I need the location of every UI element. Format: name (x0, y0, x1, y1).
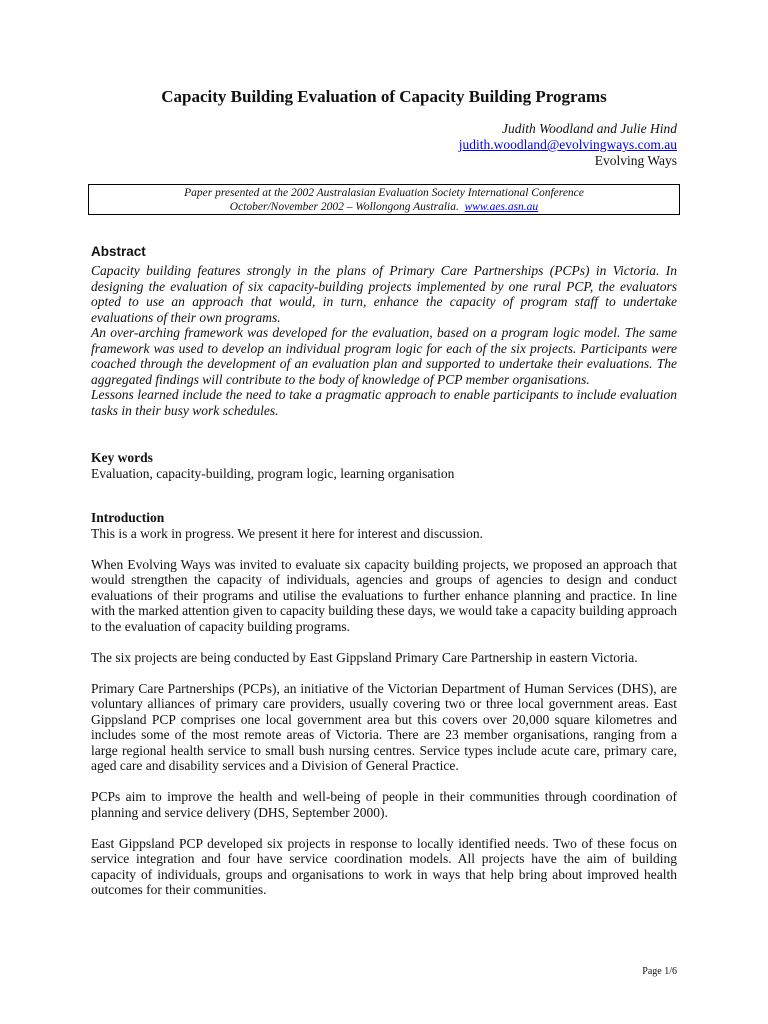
keywords-section (91, 450, 677, 481)
introduction-paragraph: PCPs aim to improve the health and well-being of people in their communities through coordination of planning and service delivery (DHS, September 2000). (91, 789, 677, 820)
conference-line-2 (89, 200, 679, 214)
conference-note-box (88, 184, 680, 215)
abstract-paragraph: Capacity building features strongly in the plans of Primary Care Partnerships (PCPs) in Victoria. In designing the evaluation of six capacity-building projects implemented by one rural PCP, the evaluators opted to use an approach that would, in turn, enhance the capacity of program staff to undertake evaluations of their own programs. (91, 263, 677, 325)
keywords-text: Evaluation, capacity-building, program logic, learning organisation (91, 465, 455, 481)
introduction-paragraph: When Evolving Ways was invited to evaluate six capacity building projects, we proposed an approach that would strengthen the capacity of individuals, agencies and groups of agencies to design and conduct evaluations of their programs and utilise the evaluations to further enhance planning and practice. In line with the marked attention given to capacity building these days, we would take a capacity building approach to the evaluation of capacity building programs. (91, 556, 677, 634)
conference-url-link[interactable]: www.aes.asn.au (464, 201, 539, 213)
abstract-paragraph: An over-arching framework was developed for the evaluation, based on a program logic model. The same framework was used to develop an individual program logic for each of the six projects. Participants were coached through the development of an evaluation plan and supported to undertake their evaluations. The aggregated findings will contribute to the body of knowledge of PCP member organisations. (91, 325, 677, 387)
abstract-heading: Abstract (91, 244, 146, 259)
introduction-paragraph: This is a work in progress. We present it here for interest and discussion. (91, 525, 483, 541)
page-title: Capacity Building Evaluation of Capacity Building Programs (161, 87, 607, 106)
introduction-section (91, 510, 677, 913)
author-block (459, 121, 677, 169)
introduction-paragraph: East Gippsland PCP developed six projects in response to locally identified needs. Two of these focus on service integration and four have service coordination models. All projects have the aim of building capacity of individuals, groups and organisations to work in ways that help bring about improved health outcomes for their communities. (91, 835, 677, 897)
introduction-heading: Introduction (91, 510, 165, 525)
conference-line-1: Paper presented at the 2002 Australasian Evaluation Society International Conference (184, 187, 584, 199)
author-names: Judith Woodland and Julie Hind (502, 121, 677, 136)
author-organisation: Evolving Ways (594, 153, 677, 168)
abstract-paragraph: Lessons learned include the need to take a pragmatic approach to enable participants to include evaluation tasks in their busy work schedules. (91, 387, 677, 418)
abstract-body (91, 263, 677, 418)
introduction-paragraph: Primary Care Partnerships (PCPs), an initiative of the Victorian Department of Human Services (DHS), are voluntary alliances of primary care providers, usually covering two or three local government areas. East Gippsland PCP comprises one local government area but this covers over 20,000 square kilometres and includes some of the most remote areas of Victoria. There are 23 member organisations, ranging from a large regional health service to small bush nursing centres. Service types include acute care, primary care, aged care and disability services and a Division of General Practice. (91, 680, 677, 773)
introduction-paragraph: The six projects are being conducted by East Gippsland Primary Care Partnership in eastern Victoria. (91, 649, 638, 665)
page-number: Page 1/6 (642, 966, 677, 977)
conference-date-location: October/November 2002 – Wollongong Australia. (229, 201, 459, 213)
keywords-heading: Key words (91, 450, 153, 465)
author-email-link[interactable]: judith.woodland@evolvingways.com.au (458, 137, 677, 152)
